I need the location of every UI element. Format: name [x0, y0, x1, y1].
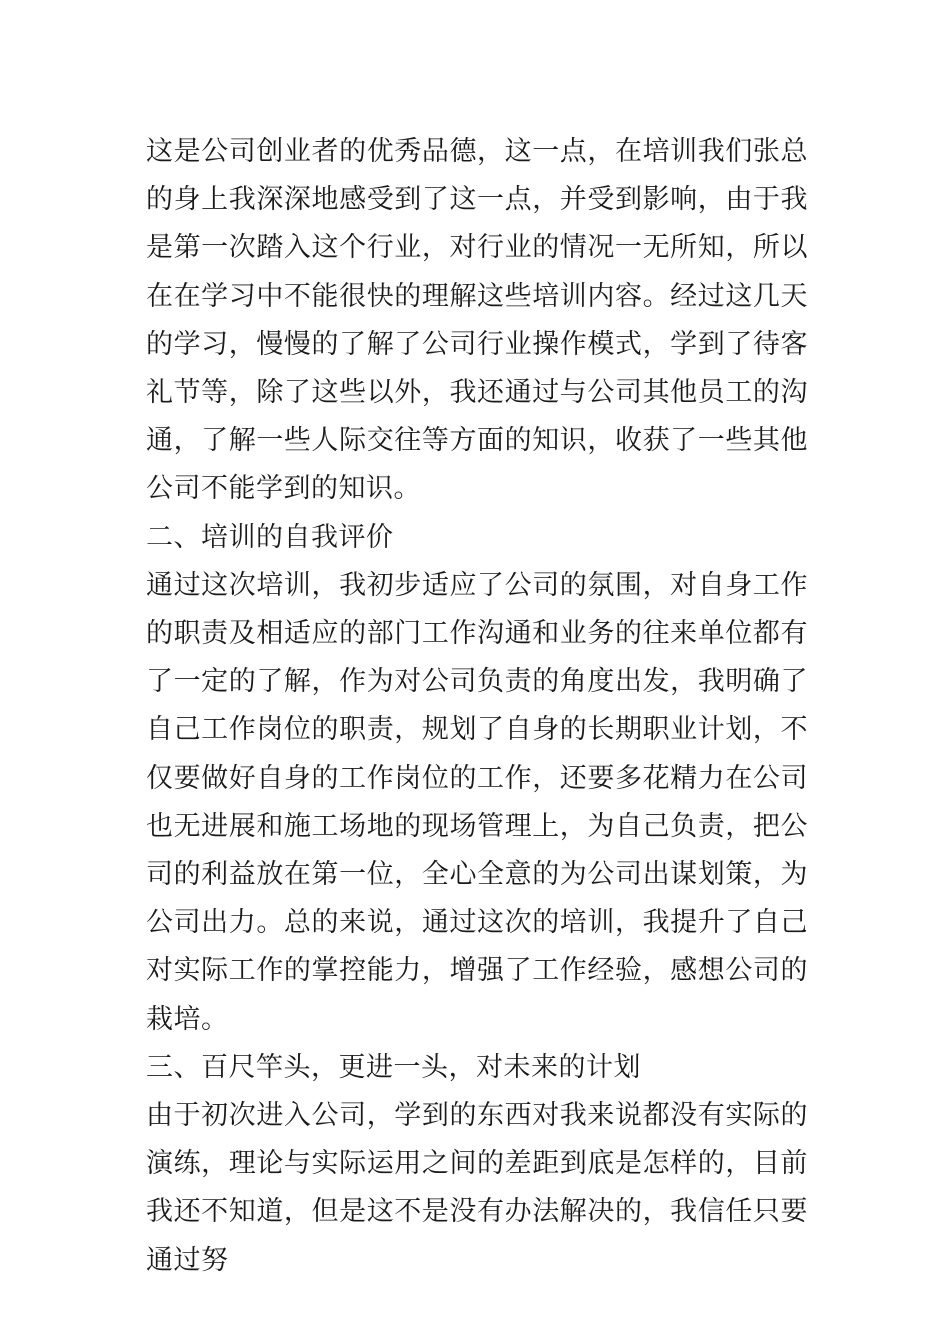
- paragraph-company-founder-virtue: 这是公司创业者的优秀品德，这一点，在培训我们张总的身上我深深地感受到了这一点，并受到影响，由于我是第一次踏入这个行业，对行业的情况一无所知，所以在在学习中不能很快的理解这些培训内容。经过这几天的学习，慢慢的了解了公司行业操作模式，学到了待客礼节等，除了这些以外，我还通过与公司其他员工的沟通，了解一些人际交往等方面的知识，收获了一些其他公司不能学到的知识。: [146, 136, 808, 505]
- document-body: [146, 128, 808, 1285]
- paragraph-future-plan: 由于初次进入公司，学到的东西对我来说都没有实际的演练，理论与实际运用之间的差距到底是怎样的，目前我还不知道，但是这不是没有办法解决的，我信任只要通过努: [146, 1100, 808, 1276]
- paragraph-training-results: 通过这次培训，我初步适应了公司的氛围，对自身工作的职责及相适应的部门工作沟通和业务的往来单位都有了一定的了解，作为对公司负责的角度出发，我明确了自己工作岗位的职责，规划了自身的长期职业计划，不仅要做好自身的工作岗位的工作，还要多花精力在公司也无进展和施工场地的现场管理上，为自己负责，把公司的利益放在第一位，全心全意的为公司出谋划策，为公司出力。总的来说，通过这次的培训，我提升了自己对实际工作的掌控能力，增强了工作经验，感想公司的栽培。: [146, 569, 808, 1035]
- section-heading-self-evaluation: 二、培训的自我评价: [146, 521, 394, 553]
- section-heading-future-plan: 三、百尺竿头，更进一头，对未来的计划: [146, 1051, 641, 1083]
